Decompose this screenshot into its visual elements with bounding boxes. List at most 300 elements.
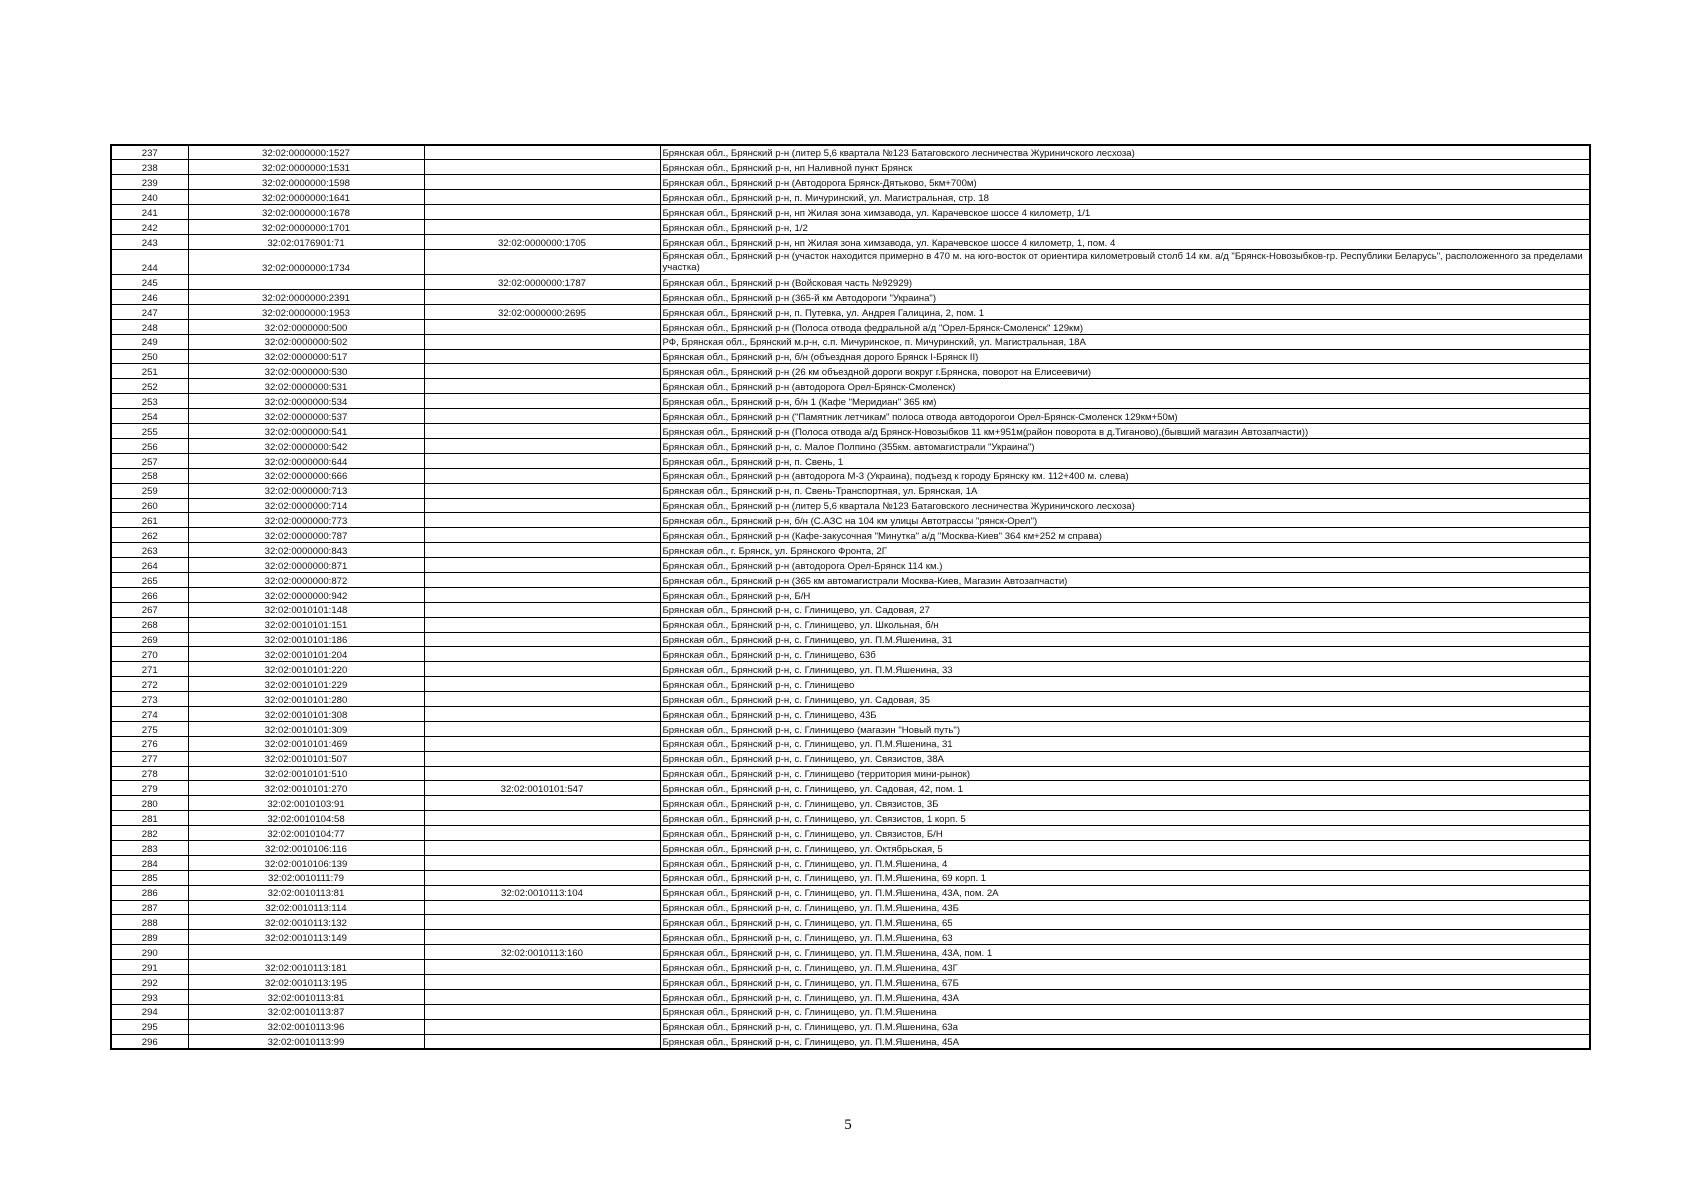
address-cell: Брянская обл., Брянский р-н (автодорога Орел-Брянск-Смоленск) bbox=[660, 379, 1590, 394]
table-row bbox=[111, 915, 1590, 930]
address-cell: Брянская обл., Брянский р-н, с. Глинищево, ул. П.М.Яшенина, 33 bbox=[660, 662, 1590, 677]
related-cadastral-number-cell bbox=[424, 205, 660, 220]
table-row bbox=[111, 1004, 1590, 1019]
address-cell: Брянская обл., Брянский р-н, с. Глинищево, ул. Связистов, 38А bbox=[660, 751, 1590, 766]
cadastral-number-cell: 32:02:0010113:114 bbox=[188, 900, 424, 915]
related-cadastral-number-cell bbox=[424, 543, 660, 558]
row-number-cell: 268 bbox=[111, 617, 188, 632]
related-cadastral-number-cell bbox=[424, 706, 660, 721]
cadastral-number-cell: 32:02:0000000:517 bbox=[188, 349, 424, 364]
cadastral-number-cell: 32:02:0010103:91 bbox=[188, 796, 424, 811]
address-cell: Брянская обл., Брянский р-н, б/н (объездная дорого Брянск I-Брянск II) bbox=[660, 349, 1590, 364]
row-number-cell: 292 bbox=[111, 975, 188, 990]
row-number-cell: 275 bbox=[111, 721, 188, 736]
related-cadastral-number-cell bbox=[424, 1034, 660, 1049]
address-cell: Брянская обл., Брянский р-н, с. Глинищево, ул. П.М.Яшенина, 43А bbox=[660, 989, 1590, 1004]
address-cell: Брянская обл., Брянский р-н, с. Глинищево, ул. Садовая, 27 bbox=[660, 602, 1590, 617]
cadastral-number-cell: 32:02:0010104:58 bbox=[188, 811, 424, 826]
table-row bbox=[111, 513, 1590, 528]
table-row bbox=[111, 796, 1590, 811]
address-cell: Брянская обл., Брянский р-н (автодорога М-3 (Украина), подъезд к городу Брянску км. 112+400 м. слева) bbox=[660, 468, 1590, 483]
table-row bbox=[111, 379, 1590, 394]
row-number-cell: 294 bbox=[111, 1004, 188, 1019]
table-row bbox=[111, 930, 1590, 945]
address-cell: Брянская обл., Брянский р-н, с. Глинищево, ул. П.М.Яшенина bbox=[660, 1004, 1590, 1019]
cadastral-number-cell: 32:02:0010101:280 bbox=[188, 692, 424, 707]
table-row bbox=[111, 900, 1590, 915]
table-row bbox=[111, 543, 1590, 558]
row-number-cell: 251 bbox=[111, 364, 188, 379]
related-cadastral-number-cell bbox=[424, 379, 660, 394]
address-cell: Брянская обл., Брянский р-н, п. Свень, 1 bbox=[660, 453, 1590, 468]
table-row bbox=[111, 736, 1590, 751]
cadastral-number-cell: 32:02:0010113:195 bbox=[188, 975, 424, 990]
address-cell: Брянская обл., Брянский р-н, п. Мичуринский, ул. Магистральная, стр. 18 bbox=[660, 190, 1590, 205]
row-number-cell: 249 bbox=[111, 334, 188, 349]
address-cell: Брянская обл., Брянский р-н, с. Глинищево, 43Б bbox=[660, 706, 1590, 721]
related-cadastral-number-cell: 32:02:0010101:547 bbox=[424, 781, 660, 796]
row-number-cell: 243 bbox=[111, 234, 188, 249]
related-cadastral-number-cell: 32:02:0010113:160 bbox=[424, 945, 660, 960]
cadastral-number-cell: 32:02:0000000:1527 bbox=[188, 145, 424, 160]
cadastral-number-cell: 32:02:0010113:99 bbox=[188, 1034, 424, 1049]
related-cadastral-number-cell bbox=[424, 513, 660, 528]
table-row bbox=[111, 989, 1590, 1004]
address-cell: Брянская обл., Брянский р-н, с. Глинищево, ул. П.М.Яшенина, 31 bbox=[660, 632, 1590, 647]
cadastral-number-cell: 32:02:0010113:81 bbox=[188, 989, 424, 1004]
related-cadastral-number-cell bbox=[424, 647, 660, 662]
cadastral-number-cell: 32:02:0000000:1531 bbox=[188, 160, 424, 175]
related-cadastral-number-cell bbox=[424, 766, 660, 781]
cadastral-number-cell: 32:02:0010101:510 bbox=[188, 766, 424, 781]
address-cell: Брянская обл., Брянский р-н, с. Глинищево, ул. П.М.Яшенина, 43А, пом. 1 bbox=[660, 945, 1590, 960]
address-cell: Брянская обл., Брянский р-н, б/н 1 (Кафе "Меридиан" 365 км) bbox=[660, 394, 1590, 409]
cadastral-number-cell: 32:02:0000000:644 bbox=[188, 453, 424, 468]
related-cadastral-number-cell bbox=[424, 677, 660, 692]
cadastral-number-cell: 32:02:0000000:942 bbox=[188, 587, 424, 602]
related-cadastral-number-cell bbox=[424, 219, 660, 234]
cadastral-number-cell: 32:02:0010113:149 bbox=[188, 930, 424, 945]
cadastral-number-cell: 32:02:0000000:713 bbox=[188, 483, 424, 498]
table-row bbox=[111, 840, 1590, 855]
related-cadastral-number-cell bbox=[424, 975, 660, 990]
cadastral-number-cell: 32:02:0010101:148 bbox=[188, 602, 424, 617]
related-cadastral-number-cell bbox=[424, 930, 660, 945]
related-cadastral-number-cell bbox=[424, 528, 660, 543]
cadastral-number-cell: 32:02:0000000:531 bbox=[188, 379, 424, 394]
address-cell: Брянская обл., Брянский р-н, с. Глинищево, ул. Связистов, 3Б bbox=[660, 796, 1590, 811]
row-number-cell: 237 bbox=[111, 145, 188, 160]
row-number-cell: 242 bbox=[111, 219, 188, 234]
cadastral-number-cell: 32:02:0000000:542 bbox=[188, 438, 424, 453]
row-number-cell: 260 bbox=[111, 498, 188, 513]
cadastral-number-cell: 32:02:0010101:220 bbox=[188, 662, 424, 677]
cadastral-number-cell bbox=[188, 945, 424, 960]
related-cadastral-number-cell bbox=[424, 409, 660, 424]
cadastral-number-cell: 32:02:0000000:1641 bbox=[188, 190, 424, 205]
address-cell: Брянская обл., Брянский р-н, с. Глинищево, ул. П.М.Яшенина, 63а bbox=[660, 1019, 1590, 1034]
row-number-cell: 265 bbox=[111, 572, 188, 587]
table-row bbox=[111, 528, 1590, 543]
cadastral-number-cell: 32:02:0010101:186 bbox=[188, 632, 424, 647]
related-cadastral-number-cell bbox=[424, 394, 660, 409]
related-cadastral-number-cell bbox=[424, 632, 660, 647]
cadastral-number-cell: 32:02:0010101:308 bbox=[188, 706, 424, 721]
row-number-cell: 253 bbox=[111, 394, 188, 409]
table-row bbox=[111, 692, 1590, 707]
table-row bbox=[111, 811, 1590, 826]
related-cadastral-number-cell bbox=[424, 424, 660, 439]
table-row bbox=[111, 766, 1590, 781]
cadastral-number-cell: 32:02:0010113:132 bbox=[188, 915, 424, 930]
related-cadastral-number-cell bbox=[424, 721, 660, 736]
address-cell: Брянская обл., Брянский р-н, с. Глинищево, ул. Связистов, 1 корп. 5 bbox=[660, 811, 1590, 826]
address-cell: Брянская обл., Брянский р-н ("Памятник летчикам" полоса отвода автодорогои Орел-Брянск-Смоленск 129км+50м) bbox=[660, 409, 1590, 424]
table-row bbox=[111, 870, 1590, 885]
address-cell: Брянская обл., Брянский р-н, с. Глинищево, ул. Школьная, б/н bbox=[660, 617, 1590, 632]
table-row bbox=[111, 617, 1590, 632]
cadastral-number-cell: 32:02:0000000:534 bbox=[188, 394, 424, 409]
address-cell: Брянская обл., Брянский р-н, с. Глинищево, ул. П.М.Яшенина, 45А bbox=[660, 1034, 1590, 1049]
cadastral-number-cell: 32:02:0000000:1734 bbox=[188, 249, 424, 274]
address-cell: Брянская обл., Брянский р-н (автодорога Орел-Брянск 114 км.) bbox=[660, 558, 1590, 573]
cadastral-number-cell: 32:02:0000000:872 bbox=[188, 572, 424, 587]
address-cell: Брянская обл., Брянский р-н, с. Глинищево, ул. П.М.Яшенина, 63 bbox=[660, 930, 1590, 945]
table-row bbox=[111, 498, 1590, 513]
address-cell: Брянская обл., Брянский р-н, с. Малое Полпино (355км. автомагистрали "Украина") bbox=[660, 438, 1590, 453]
related-cadastral-number-cell bbox=[424, 826, 660, 841]
table-row bbox=[111, 364, 1590, 379]
related-cadastral-number-cell bbox=[424, 960, 660, 975]
cadastral-number-cell: 32:02:0000000:666 bbox=[188, 468, 424, 483]
table-row bbox=[111, 394, 1590, 409]
related-cadastral-number-cell bbox=[424, 453, 660, 468]
cadastral-number-cell: 32:02:0176901:71 bbox=[188, 234, 424, 249]
row-number-cell: 257 bbox=[111, 453, 188, 468]
cadastral-number-cell: 32:02:0010101:309 bbox=[188, 721, 424, 736]
address-cell: Брянская обл., Брянский р-н, Б/Н bbox=[660, 587, 1590, 602]
related-cadastral-number-cell bbox=[424, 290, 660, 305]
row-number-cell: 293 bbox=[111, 989, 188, 1004]
table-row bbox=[111, 319, 1590, 334]
row-number-cell: 283 bbox=[111, 840, 188, 855]
row-number-cell: 284 bbox=[111, 855, 188, 870]
address-cell: Брянская обл., Брянский р-н (Войсковая часть №92929) bbox=[660, 275, 1590, 290]
table-row bbox=[111, 409, 1590, 424]
cadastral-number-cell: 32:02:0000000:530 bbox=[188, 364, 424, 379]
cadastral-number-cell: 32:02:0010101:270 bbox=[188, 781, 424, 796]
row-number-cell: 256 bbox=[111, 438, 188, 453]
related-cadastral-number-cell bbox=[424, 349, 660, 364]
address-cell: Брянская обл., Брянский р-н (литер 5,6 квартала №123 Батаговского лесничества Журиничского лесхоза) bbox=[660, 145, 1590, 160]
row-number-cell: 263 bbox=[111, 543, 188, 558]
table-row bbox=[111, 234, 1590, 249]
related-cadastral-number-cell bbox=[424, 364, 660, 379]
address-cell: Брянская обл., Брянский р-н, с. Глинищево, ул. П.М.Яшенина, 65 bbox=[660, 915, 1590, 930]
address-cell: Брянская обл., Брянский р-н (365-й км Автодороги "Украина") bbox=[660, 290, 1590, 305]
address-cell: Брянская обл., Брянский р-н (26 км объездной дороги вокруг г.Брянска, поворот на Елисеевичи) bbox=[660, 364, 1590, 379]
address-cell: Брянская обл., Брянский р-н, с. Глинищево, ул. Садовая, 35 bbox=[660, 692, 1590, 707]
cadastral-number-cell: 32:02:0010106:116 bbox=[188, 840, 424, 855]
address-cell: Брянская обл., Брянский р-н, с. Глинищево, ул. Связистов, Б/Н bbox=[660, 826, 1590, 841]
row-number-cell: 271 bbox=[111, 662, 188, 677]
row-number-cell: 264 bbox=[111, 558, 188, 573]
related-cadastral-number-cell bbox=[424, 334, 660, 349]
address-cell: Брянская обл., Брянский р-н, с. Глинищево, ул. П.М.Яшенина, 43А, пом. 2А bbox=[660, 885, 1590, 900]
table-row bbox=[111, 349, 1590, 364]
table-row bbox=[111, 647, 1590, 662]
table-row bbox=[111, 468, 1590, 483]
related-cadastral-number-cell bbox=[424, 989, 660, 1004]
row-number-cell: 287 bbox=[111, 900, 188, 915]
row-number-cell: 290 bbox=[111, 945, 188, 960]
related-cadastral-number-cell bbox=[424, 662, 660, 677]
related-cadastral-number-cell bbox=[424, 319, 660, 334]
address-cell: Брянская обл., г. Брянск, ул. Брянского Фронта, 2Г bbox=[660, 543, 1590, 558]
row-number-cell: 267 bbox=[111, 602, 188, 617]
row-number-cell: 255 bbox=[111, 424, 188, 439]
related-cadastral-number-cell bbox=[424, 468, 660, 483]
address-cell: Брянская обл., Брянский р-н, нп Наливной пункт Брянск bbox=[660, 160, 1590, 175]
row-number-cell: 262 bbox=[111, 528, 188, 543]
row-number-cell: 285 bbox=[111, 870, 188, 885]
address-cell: Брянская обл., Брянский р-н, с. Глинищево, ул. П.М.Яшенина, 69 корп. 1 bbox=[660, 870, 1590, 885]
address-cell: Брянская обл., Брянский р-н, б/н (С.АЗС на 104 км улицы Автотрассы "рянск-Орел") bbox=[660, 513, 1590, 528]
row-number-cell: 250 bbox=[111, 349, 188, 364]
address-cell: РФ, Брянская обл., Брянский м.р-н, с.п. Мичуринское, п. Мичуринский, ул. Магистральная, 18А bbox=[660, 334, 1590, 349]
registry-table bbox=[110, 144, 1591, 1050]
address-cell: Брянская обл., Брянский р-н, нп Жилая зона химзавода, ул. Карачевское шоссе 4 километр, 1, пом. 4 bbox=[660, 234, 1590, 249]
address-cell: Брянская обл., Брянский р-н, 1/2 bbox=[660, 219, 1590, 234]
row-number-cell: 295 bbox=[111, 1019, 188, 1034]
address-cell: Брянская обл., Брянский р-н, с. Глинищево, ул. П.М.Яшенина, 43Г bbox=[660, 960, 1590, 975]
table-row bbox=[111, 275, 1590, 290]
row-number-cell: 266 bbox=[111, 587, 188, 602]
address-cell: Брянская обл., Брянский р-н, с. Глинищево (территория мини-рынок) bbox=[660, 766, 1590, 781]
row-number-cell: 273 bbox=[111, 692, 188, 707]
cadastral-number-cell bbox=[188, 275, 424, 290]
cadastral-number-cell: 32:02:0000000:714 bbox=[188, 498, 424, 513]
cadastral-number-cell: 32:02:0000000:500 bbox=[188, 319, 424, 334]
page-number: 5 bbox=[844, 1117, 852, 1133]
row-number-cell: 240 bbox=[111, 190, 188, 205]
row-number-cell: 296 bbox=[111, 1034, 188, 1049]
address-cell: Брянская обл., Брянский р-н, с. Глинищево, ул. П.М.Яшенина, 4 bbox=[660, 855, 1590, 870]
table-row bbox=[111, 855, 1590, 870]
cadastral-number-cell: 32:02:0000000:1701 bbox=[188, 219, 424, 234]
related-cadastral-number-cell bbox=[424, 160, 660, 175]
row-number-cell: 259 bbox=[111, 483, 188, 498]
cadastral-number-cell: 32:02:0010113:87 bbox=[188, 1004, 424, 1019]
address-cell: Брянская обл., Брянский р-н, с. Глинищево, ул. Октябрьская, 5 bbox=[660, 840, 1590, 855]
address-cell: Брянская обл., Брянский р-н, с. Глинищево, ул. Садовая, 42, пом. 1 bbox=[660, 781, 1590, 796]
cadastral-number-cell: 32:02:0010111:79 bbox=[188, 870, 424, 885]
related-cadastral-number-cell bbox=[424, 145, 660, 160]
table-row bbox=[111, 558, 1590, 573]
cadastral-number-cell: 32:02:0010101:204 bbox=[188, 647, 424, 662]
related-cadastral-number-cell bbox=[424, 190, 660, 205]
address-cell: Брянская обл., Брянский р-н (литер 5,6 квартала №123 Батаговского лесничества Журиничского лесхоза) bbox=[660, 498, 1590, 513]
table-row bbox=[111, 175, 1590, 190]
table-row bbox=[111, 1019, 1590, 1034]
cadastral-number-cell: 32:02:0000000:843 bbox=[188, 543, 424, 558]
table-row bbox=[111, 219, 1590, 234]
cadastral-number-cell: 32:02:0010106:139 bbox=[188, 855, 424, 870]
table-row bbox=[111, 205, 1590, 220]
table-row bbox=[111, 781, 1590, 796]
related-cadastral-number-cell bbox=[424, 692, 660, 707]
row-number-cell: 274 bbox=[111, 706, 188, 721]
cadastral-number-cell: 32:02:0000000:871 bbox=[188, 558, 424, 573]
row-number-cell: 258 bbox=[111, 468, 188, 483]
cadastral-number-cell: 32:02:0010113:81 bbox=[188, 885, 424, 900]
table-row bbox=[111, 960, 1590, 975]
row-number-cell: 276 bbox=[111, 736, 188, 751]
row-number-cell: 281 bbox=[111, 811, 188, 826]
cadastral-number-cell: 32:02:0000000:787 bbox=[188, 528, 424, 543]
row-number-cell: 282 bbox=[111, 826, 188, 841]
cadastral-number-cell: 32:02:0000000:1678 bbox=[188, 205, 424, 220]
address-cell: Брянская обл., Брянский р-н (участок находится примерно в 470 м. на юго-восток от ориентира километровый столб 14 км. а/д "Брянск-Новозыбков-гр. Республики Беларусь", расположенного за пределами участка) bbox=[660, 249, 1590, 274]
row-number-cell: 269 bbox=[111, 632, 188, 647]
table-row bbox=[111, 190, 1590, 205]
related-cadastral-number-cell bbox=[424, 175, 660, 190]
table-row bbox=[111, 945, 1590, 960]
table-row bbox=[111, 975, 1590, 990]
cadastral-number-cell: 32:02:0010101:507 bbox=[188, 751, 424, 766]
related-cadastral-number-cell bbox=[424, 617, 660, 632]
table-row bbox=[111, 677, 1590, 692]
table-row bbox=[111, 453, 1590, 468]
related-cadastral-number-cell bbox=[424, 796, 660, 811]
related-cadastral-number-cell bbox=[424, 915, 660, 930]
table-row bbox=[111, 826, 1590, 841]
table-row bbox=[111, 632, 1590, 647]
table-row bbox=[111, 483, 1590, 498]
related-cadastral-number-cell bbox=[424, 870, 660, 885]
row-number-cell: 247 bbox=[111, 304, 188, 319]
row-number-cell: 261 bbox=[111, 513, 188, 528]
related-cadastral-number-cell: 32:02:0010113:104 bbox=[424, 885, 660, 900]
table-row bbox=[111, 304, 1590, 319]
related-cadastral-number-cell bbox=[424, 438, 660, 453]
address-cell: Брянская обл., Брянский р-н, с. Глинищево bbox=[660, 677, 1590, 692]
row-number-cell: 291 bbox=[111, 960, 188, 975]
cadastral-number-cell: 32:02:0010101:469 bbox=[188, 736, 424, 751]
cadastral-number-cell: 32:02:0000000:2391 bbox=[188, 290, 424, 305]
cadastral-number-cell: 32:02:0010101:229 bbox=[188, 677, 424, 692]
table-row bbox=[111, 885, 1590, 900]
cadastral-number-cell: 32:02:0000000:1953 bbox=[188, 304, 424, 319]
row-number-cell: 241 bbox=[111, 205, 188, 220]
related-cadastral-number-cell bbox=[424, 572, 660, 587]
related-cadastral-number-cell bbox=[424, 736, 660, 751]
related-cadastral-number-cell bbox=[424, 558, 660, 573]
related-cadastral-number-cell bbox=[424, 1019, 660, 1034]
related-cadastral-number-cell bbox=[424, 602, 660, 617]
table-row bbox=[111, 424, 1590, 439]
address-cell: Брянская обл., Брянский р-н (Полоса отвода федральной а/д "Орел-Брянск-Смоленск" 129км) bbox=[660, 319, 1590, 334]
table-row bbox=[111, 587, 1590, 602]
address-cell: Брянская обл., Брянский р-н (Полоса отвода а/д Брянск-Новозыбков 11 км+951м(район поворота в д.Тиганово),(бывший магазин Автозапчасти)) bbox=[660, 424, 1590, 439]
table-row bbox=[111, 602, 1590, 617]
address-cell: Брянская обл., Брянский р-н, с. Глинищево, ул. П.М.Яшенина, 31 bbox=[660, 736, 1590, 751]
address-cell: Брянская обл., Брянский р-н, п. Свень-Транспортная, ул. Брянская, 1А bbox=[660, 483, 1590, 498]
table-row bbox=[111, 751, 1590, 766]
table-row bbox=[111, 290, 1590, 305]
registry-body bbox=[111, 145, 1590, 1049]
row-number-cell: 254 bbox=[111, 409, 188, 424]
related-cadastral-number-cell bbox=[424, 498, 660, 513]
related-cadastral-number-cell bbox=[424, 811, 660, 826]
table-row bbox=[111, 662, 1590, 677]
row-number-cell: 272 bbox=[111, 677, 188, 692]
address-cell: Брянская обл., Брянский р-н, с. Глинищево, ул. П.М.Яшенина, 67Б bbox=[660, 975, 1590, 990]
row-number-cell: 279 bbox=[111, 781, 188, 796]
address-cell: Брянская обл., Брянский р-н (Автодорога Брянск-Дятьково, 5км+700м) bbox=[660, 175, 1590, 190]
cadastral-number-cell: 32:02:0010113:96 bbox=[188, 1019, 424, 1034]
cadastral-number-cell: 32:02:0000000:541 bbox=[188, 424, 424, 439]
row-number-cell: 248 bbox=[111, 319, 188, 334]
row-number-cell: 289 bbox=[111, 930, 188, 945]
cadastral-number-cell: 32:02:0010104:77 bbox=[188, 826, 424, 841]
table-row bbox=[111, 1034, 1590, 1049]
row-number-cell: 239 bbox=[111, 175, 188, 190]
table-row bbox=[111, 334, 1590, 349]
row-number-cell: 270 bbox=[111, 647, 188, 662]
cadastral-number-cell: 32:02:0010101:151 bbox=[188, 617, 424, 632]
table-row bbox=[111, 160, 1590, 175]
row-number-cell: 277 bbox=[111, 751, 188, 766]
related-cadastral-number-cell: 32:02:0000000:2695 bbox=[424, 304, 660, 319]
table-row bbox=[111, 706, 1590, 721]
related-cadastral-number-cell bbox=[424, 751, 660, 766]
row-number-cell: 278 bbox=[111, 766, 188, 781]
row-number-cell: 238 bbox=[111, 160, 188, 175]
address-cell: Брянская обл., Брянский р-н (Кафе-закусочная "Минутка" а/д "Москва-Киев" 364 км+252 м справа) bbox=[660, 528, 1590, 543]
table-row bbox=[111, 572, 1590, 587]
row-number-cell: 246 bbox=[111, 290, 188, 305]
row-number-cell: 245 bbox=[111, 275, 188, 290]
related-cadastral-number-cell: 32:02:0000000:1705 bbox=[424, 234, 660, 249]
table-row bbox=[111, 249, 1590, 274]
row-number-cell: 286 bbox=[111, 885, 188, 900]
cadastral-number-cell: 32:02:0010113:181 bbox=[188, 960, 424, 975]
address-cell: Брянская обл., Брянский р-н, с. Глинищево, 63б bbox=[660, 647, 1590, 662]
cadastral-number-cell: 32:02:0000000:1598 bbox=[188, 175, 424, 190]
cadastral-number-cell: 32:02:0000000:773 bbox=[188, 513, 424, 528]
address-cell: Брянская обл., Брянский р-н, нп Жилая зона химзавода, ул. Карачевское шоссе 4 километр, 1/1 bbox=[660, 205, 1590, 220]
address-cell: Брянская обл., Брянский р-н (365 км автомагистрали Москва-Киев, Магазин Автозапчасти) bbox=[660, 572, 1590, 587]
related-cadastral-number-cell: 32:02:0000000:1787 bbox=[424, 275, 660, 290]
related-cadastral-number-cell bbox=[424, 840, 660, 855]
table-row bbox=[111, 438, 1590, 453]
related-cadastral-number-cell bbox=[424, 900, 660, 915]
related-cadastral-number-cell bbox=[424, 855, 660, 870]
table-row bbox=[111, 721, 1590, 736]
related-cadastral-number-cell bbox=[424, 249, 660, 274]
address-cell: Брянская обл., Брянский р-н, п. Путевка, ул. Андрея Галицина, 2, пом. 1 bbox=[660, 304, 1590, 319]
cadastral-number-cell: 32:02:0000000:502 bbox=[188, 334, 424, 349]
address-cell: Брянская обл., Брянский р-н, с. Глинищево (магазин "Новый путь") bbox=[660, 721, 1590, 736]
table-row bbox=[111, 145, 1590, 160]
cadastral-number-cell: 32:02:0000000:537 bbox=[188, 409, 424, 424]
row-number-cell: 280 bbox=[111, 796, 188, 811]
related-cadastral-number-cell bbox=[424, 587, 660, 602]
related-cadastral-number-cell bbox=[424, 483, 660, 498]
related-cadastral-number-cell bbox=[424, 1004, 660, 1019]
row-number-cell: 252 bbox=[111, 379, 188, 394]
